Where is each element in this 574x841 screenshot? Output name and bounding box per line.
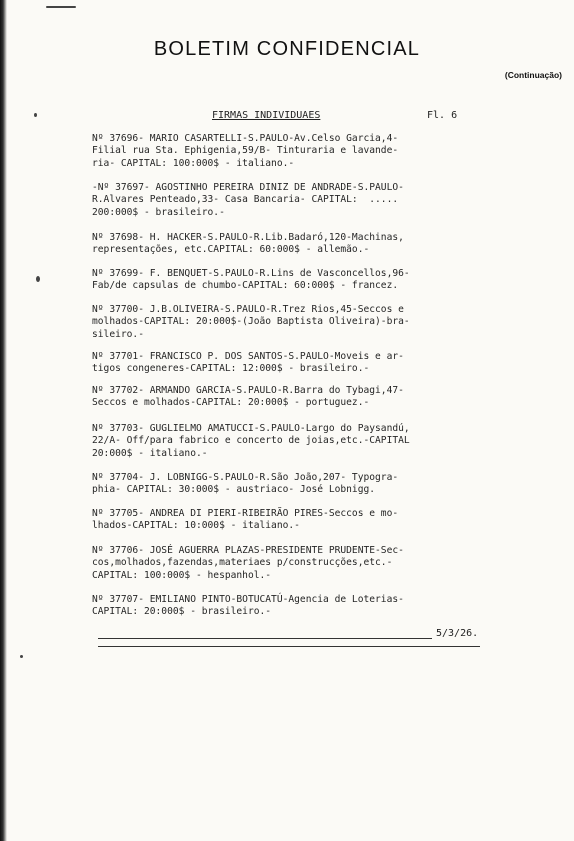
registry-entry — [92, 508, 482, 533]
closing-rule-double — [98, 646, 480, 647]
registry-entry — [92, 472, 482, 497]
entry-line: Nº 37698- H. HACKER-S.PAULO-R.Lib.Badaró,120-Machinas, — [92, 232, 404, 243]
entry-line: phia- CAPITAL: 30:000$ - austriaco- José Lobnigg. — [92, 484, 376, 496]
registry-entry — [92, 182, 482, 219]
entry-line: 200:000$ - brasileiro.- — [92, 206, 225, 218]
entry-line: ria- CAPITAL: 100:000$ - italiano.- — [92, 157, 295, 169]
scan-left-edge — [0, 0, 7, 841]
entry-line: CAPITAL: 20:000$ - brasileiro.- — [92, 606, 272, 618]
registry-entry — [92, 351, 482, 376]
registry-entry — [92, 423, 482, 460]
entry-line: lhados-CAPITAL: 10:000$ - italiano.- — [92, 520, 300, 532]
entry-line: Nº 37704- J. LOBNIGG-S.PAULO-R.São João,207- Typogra- — [92, 472, 399, 483]
entry-line: Nº 37699- F. BENQUET-S.PAULO-R.Lins de Vasconcellos,96- — [92, 268, 410, 279]
entry-line: R.Alvares Penteado,33- Casa Bancaria- CAPITAL: ..... — [92, 194, 399, 206]
entry-line: Nº 37701- FRANCISCO P. DOS SANTOS-S.PAULO-Moveis e ar- — [92, 351, 404, 362]
scan-speck — [34, 113, 37, 117]
section-heading: FIRMAS INDIVIDUAES — [212, 110, 321, 121]
registry-entry — [92, 232, 482, 257]
scan-speck — [20, 655, 23, 658]
bulletin-title: BOLETIM CONFIDENCIAL — [153, 38, 421, 60]
entry-line: CAPITAL: 100:000$ - hespanhol.- — [92, 569, 272, 581]
entry-line: Filial rua Sta. Ephigenia,59/B- Tinturaria e lavande- — [92, 145, 399, 157]
entry-line: Nº 37703- GUGLIELMO AMATUCCI-S.PAULO-Largo do Paysandú, — [92, 423, 410, 434]
registry-entry — [92, 545, 482, 582]
entry-line: molhados-CAPITAL: 20:000$-(João Baptista Oliveira)-bra- — [92, 316, 410, 328]
entry-line: Fab/de capsulas de chumbo-CAPITAL: 60:000$ - francez. — [92, 280, 399, 292]
entry-line: cos,molhados,fazendas,materiaes p/construcções,etc.- — [92, 557, 393, 569]
entry-line: tigos congeneres-CAPITAL: 12:000$ - brasileiro.- — [92, 363, 370, 375]
entry-line: 22/A- Off/para fabrico e concerto de joias,etc.-CAPITAL — [92, 435, 410, 447]
document-date: 5/3/26. — [436, 628, 479, 639]
registry-entry — [92, 385, 482, 410]
entry-line: representações, etc.CAPITAL: 60:000$ - allemão.- — [92, 244, 370, 256]
entry-line: Seccos e molhados-CAPITAL: 20:000$ - portuguez.- — [92, 397, 370, 409]
entry-line: Nº 37700- J.B.OLIVEIRA-S.PAULO-R.Trez Rios,45-Seccos e — [92, 304, 404, 315]
entry-line: sileiro.- — [92, 328, 144, 340]
scan-speck — [36, 276, 40, 282]
registry-entry — [92, 268, 482, 293]
folio-number: Fl. 6 — [427, 110, 458, 121]
entry-line: -Nº 37697- AGOSTINHO PEREIRA DINIZ DE ANDRADE-S.PAULO- — [92, 182, 404, 193]
scan-speck — [46, 6, 76, 8]
entry-line: 20:000$ - italiano.- — [92, 447, 208, 459]
registry-entry — [92, 133, 482, 170]
registry-entry — [92, 304, 482, 341]
entry-line: Nº 37696- MARIO CASARTELLI-S.PAULO-Av.Celso Garcia,4- — [92, 133, 399, 144]
entry-line: Nº 37706- JOSÉ AGUERRA PLAZAS-PRESIDENTE PRUDENTE-Sec- — [92, 545, 404, 556]
entry-line: Nº 37707- EMILIANO PINTO-BOTUCATÚ-Agencia de Loterias- — [92, 594, 404, 605]
entry-line: Nº 37702- ARMANDO GARCIA-S.PAULO-R.Barra do Tybagi,47- — [92, 385, 404, 396]
entry-line: Nº 37705- ANDREA DI PIERI-RIBEIRÃO PIRES-Seccos e mo- — [92, 508, 399, 519]
continuation-label: (Continuação) — [504, 70, 562, 80]
registry-entry — [92, 594, 482, 619]
closing-rule — [98, 638, 432, 639]
